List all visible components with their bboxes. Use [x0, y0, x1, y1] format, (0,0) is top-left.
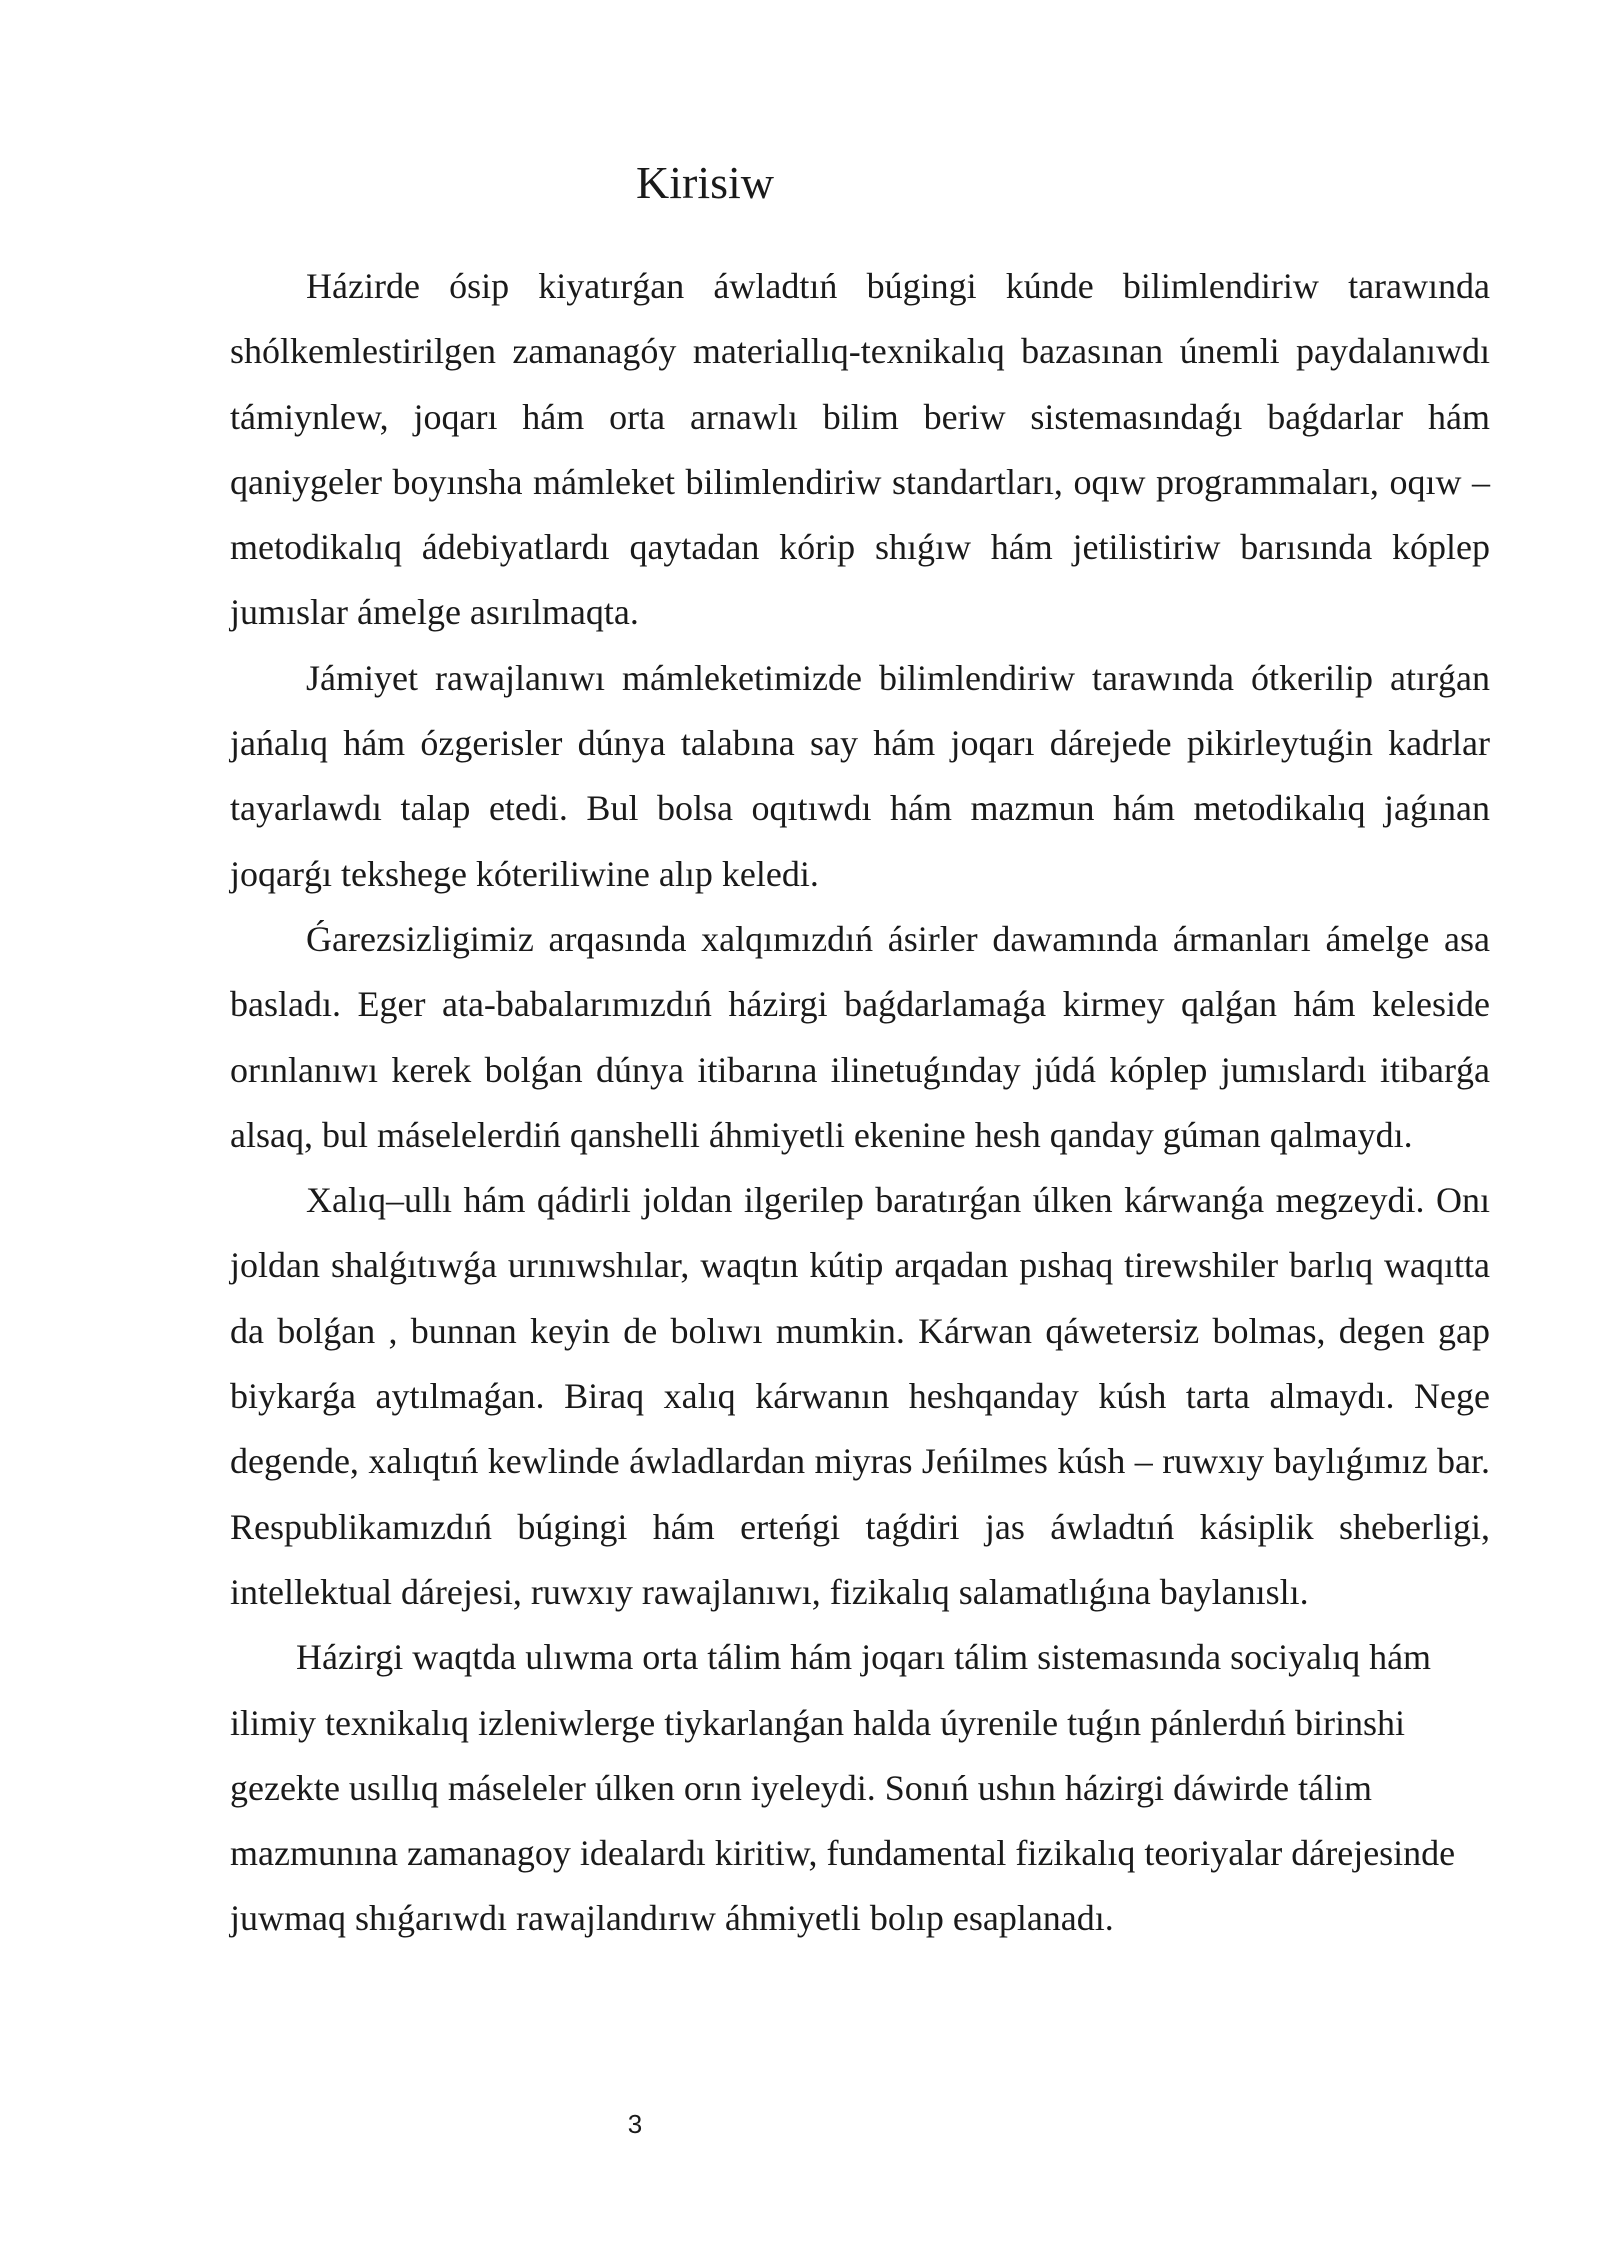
- paragraph-2: Jámiyet rawajlanıwı mámleketimizde bilimlendiriw tarawında ótkerilip atırǵan jańalıq hám ózgerisler dúnya talabına say hám joqarı dárejede pikirleytuǵin kadrlar tayarlawdı talap etedi. Bul bolsa oqıtıwdı hám mazmun hám metodikalıq jaǵınan joqarǵı tekshege kóteriliwine alıp keledi.: [230, 657, 1490, 894]
- document-title: Kirisiw: [636, 157, 774, 208]
- document-body: [230, 254, 1490, 1952]
- paragraph-5: Házirgi waqtda ulıwma orta tálim hám joqarı tálim sistemasında sociyalıq hám ilimiy texnikalıq izleniwlerge tiykarlanǵan halda úyrenile tuǵın pánlerdıń birinshi gezekte usıllıq máseleler úlken orın iyeleydi. Sonıń ushın házirgi dáwirde tálim mazmunına zamanagoy idealardı kiritiw, fundamental fizikalıq teoriyalar dárejesinde juwmaq shıǵarıwdı rawajlandırıw áhmiyetli bolıp esaplanadı.: [230, 1637, 1456, 1939]
- paragraph-4: Xalıq–ullı hám qádirli joldan ilgerilep baratırǵan úlken kárwanǵa megzeydi. Onı joldan shalǵıtıwǵa urınıwshılar, waqtın kútip arqadan pıshaq tirewshiler barlıq waqıtta da bolǵan , bunnan keyin de bolıwı mumkin. Kárwan qáwetersiz bolmas, degen gap biykarǵa aytılmaǵan. Biraq xalıq kárwanın heshqanday kúsh tarta almaydı. Nege degende, xalıqtıń kewlinde áwladlardan miyras Jeńilmes kúsh – ruwxıy baylıǵımız bar. Respublikamızdıń búgingi hám erteńgi taǵdiri jas áwladtıń kásiplik sheberligi, intellektual dárejesi, ruwxıy rawajlanıwı, fizikalıq salamatlıǵına baylanıslı.: [230, 1180, 1490, 1612]
- paragraph-3: Ǵarezsizligimiz arqasında xalqımızdıń ásirler dawamında ármanları ámelge asa basladı. Eger ata-babalarımızdıń házirgi baǵdarlamaǵa kirmey qalǵan hám keleside orınlanıwı kerek bolǵan dúnya itibarına ilinetuǵınday júdá kóplep jumıslardı itibarǵa alsaq, bul máselelerdiń qanshelli áhmiyetli ekenine hesh qanday gúman qalmaydı.: [230, 918, 1490, 1155]
- paragraph-1: Házirde ósip kiyatırǵan áwladtıń búgingi kúnde bilimlendiriw tarawında shólkemlestirilgen zamanagóy materiallıq-texnikalıq bazasınan únemli paydalanıwdı támiynlew, joqarı hám orta arnawlı bilim beriw sistemasındaǵı baǵdarlar hám qaniygeler boyınsha mámleket bilimlendiriw standartları, oqıw programmaları, oqıw –metodikalıq ádebiyatlardı qaytadan kórip shıǵıw hám jetilistiriw barısında kóplep jumıslar ámelge asırılmaqta.: [230, 266, 1490, 633]
- page-number: 3: [627, 2109, 643, 2139]
